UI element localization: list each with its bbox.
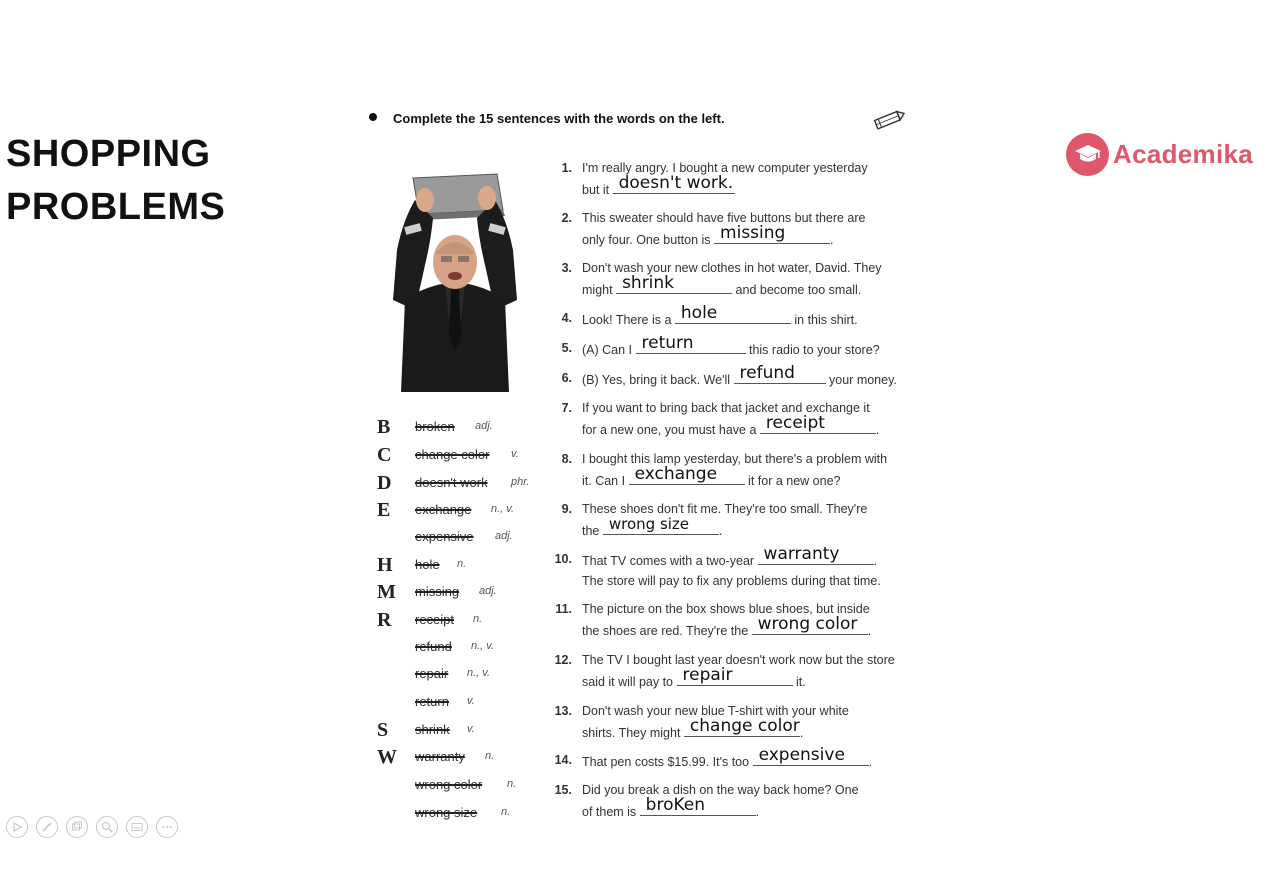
word-bank-word: return (415, 694, 449, 709)
sentence-line: Don't wash your new clothes in hot water, David. They (582, 261, 882, 275)
word-bank-letter: S (377, 719, 389, 741)
sentence-text: only four. One button is (582, 233, 711, 247)
sentence-text: said it will pay to (582, 675, 674, 689)
answer-blank[interactable] (753, 745, 869, 766)
sentence-text: the (582, 524, 600, 538)
word-bank-word: exchange (415, 502, 472, 517)
handwritten-answer: doesn't work. (618, 173, 734, 193)
sentence-number: 6. (561, 371, 572, 385)
pen-icon[interactable] (36, 816, 58, 838)
sentence-text: your money. (829, 373, 897, 387)
sentence-text: it. (795, 675, 806, 689)
answer-blank[interactable] (684, 716, 800, 737)
title-line-1: SHOPPING (6, 133, 211, 175)
sentence-text: and become too small. (735, 283, 862, 297)
sentence-number: 10. (554, 552, 572, 566)
word-bank-letter: E (377, 499, 391, 521)
play-icon[interactable] (6, 816, 28, 838)
sentence-text: of them is (582, 805, 637, 819)
sentence-line: Did you break a dish on the way back home? One (582, 783, 859, 797)
word-bank-item (355, 663, 545, 683)
word-bank-pos: adj. (479, 585, 497, 597)
word-bank-pos: v. (511, 448, 519, 460)
word-bank-letter: H (377, 554, 393, 576)
word-bank-word: wrong size (415, 805, 478, 820)
sentence-number: 4. (561, 311, 572, 325)
sentence-text: Look! There is a (582, 313, 672, 327)
sentence-line: If you want to bring back that jacket and exchange it (582, 401, 870, 415)
sentence-number: 9. (561, 502, 572, 516)
handwritten-answer: expensive (758, 745, 845, 765)
handwritten-answer: repair (682, 665, 733, 685)
word-bank-pos: adj. (475, 420, 493, 432)
instruction: Complete the 15 sentences with the words on the left. (393, 111, 725, 126)
word-bank-item (355, 499, 545, 519)
sentence-line: Don't wash your new blue T-shirt with your white (582, 704, 849, 718)
sentence-number: 11. (555, 602, 572, 616)
answer-blank[interactable] (629, 464, 745, 485)
handwritten-answer: return (641, 333, 694, 353)
slide-title (6, 128, 266, 234)
word-bank-letter: W (377, 746, 397, 768)
word-bank-pos: n. (501, 806, 511, 818)
sentence-number: 12. (554, 653, 572, 667)
word-bank-item (355, 444, 545, 464)
subtitles-icon[interactable] (126, 816, 148, 838)
handwritten-answer: warranty (763, 544, 840, 564)
word-bank-word: hole (415, 557, 440, 572)
handwritten-answer: receipt (765, 413, 825, 433)
word-bank-pos: n. (485, 750, 495, 762)
academika-logo (1066, 132, 1253, 176)
word-bank-letter: B (377, 416, 391, 438)
sentence-text: might (582, 283, 613, 297)
more-icon[interactable] (156, 816, 178, 838)
sentence-number: 1. (561, 161, 572, 175)
word-bank-word: receipt (415, 612, 455, 627)
answer-blank[interactable] (636, 333, 746, 354)
sentence-number: 2. (561, 211, 572, 225)
sentence-text: shirts. They might (582, 726, 681, 740)
word-bank-word: repair (415, 666, 449, 681)
word-bank-letter: M (377, 581, 396, 603)
angry-man-photo (375, 170, 535, 392)
word-bank-item (355, 691, 545, 711)
answer-blank[interactable] (714, 223, 830, 244)
word-bank-item (355, 802, 545, 822)
zoom-icon[interactable] (96, 816, 118, 838)
answer-blank[interactable] (675, 303, 791, 324)
sentence-text: . (830, 233, 834, 247)
word-bank-pos: v. (467, 723, 475, 735)
handwritten-answer: wrong size (608, 515, 690, 533)
answer-blank[interactable] (640, 795, 756, 816)
answer-blank[interactable] (752, 614, 868, 635)
answer-blank[interactable] (760, 413, 876, 434)
sentence-text: it for a new one? (748, 474, 841, 488)
brand-name: Academika (1113, 138, 1253, 169)
word-bank-item (355, 581, 545, 601)
bullet-icon (369, 113, 377, 121)
word-bank-pos: n., v. (491, 503, 515, 515)
word-bank-word: broken (415, 419, 455, 434)
worksheet (355, 100, 935, 835)
word-bank-pos: n. (473, 613, 483, 625)
answer-blank[interactable] (677, 665, 793, 686)
word-bank-item (355, 416, 545, 436)
word-bank-word: expensive (415, 529, 474, 544)
handwritten-answer: exchange (634, 464, 718, 484)
handwritten-answer: wrong color (757, 614, 858, 634)
title-line-2: PROBLEMS (6, 186, 226, 228)
word-bank-item (355, 554, 545, 574)
word-bank-pos: n., v. (471, 640, 495, 652)
answer-blank[interactable] (616, 273, 732, 294)
answer-blank[interactable] (613, 173, 735, 194)
sentence-line: The picture on the box shows blue shoes, but inside (582, 602, 870, 616)
sentence-text: this radio to your store? (748, 343, 880, 357)
sentence-number: 7. (561, 401, 572, 415)
sentence-text: but it (582, 183, 610, 197)
handwritten-answer: broKen (645, 795, 706, 815)
word-bank-item (355, 719, 545, 739)
word-bank-item (355, 472, 545, 492)
word-bank-item (355, 746, 545, 766)
sentence-number: 8. (561, 452, 572, 466)
word-bank-pos: phr. (511, 476, 530, 488)
sentence-text: . (875, 423, 880, 437)
word-bank-letter: D (377, 472, 392, 494)
handwritten-answer: shrink (622, 273, 675, 293)
word-bank-pos: n. (457, 558, 467, 570)
sentence-text: . (755, 805, 760, 819)
word-bank-word: warranty (415, 749, 465, 764)
sentence-text: the shoes are red. They're the (582, 624, 749, 638)
sentence-text: . (799, 726, 804, 740)
presentation-controls (6, 816, 178, 838)
word-bank-item (355, 609, 545, 629)
sentence-number: 15. (554, 783, 572, 797)
sentence-number: 14. (554, 753, 572, 767)
sentence-text: . (867, 624, 872, 638)
handwritten-answer: missing (720, 223, 786, 243)
word-bank-letter: C (377, 444, 392, 466)
pencil-icon (871, 108, 907, 135)
word-bank-pos: v. (467, 695, 475, 707)
sentence-text: That TV comes with a two-year (582, 554, 755, 568)
sentence-number: 13. (554, 704, 572, 718)
sentence-text: it. Can I (582, 474, 626, 488)
word-bank-item (355, 636, 545, 656)
sentence-number: 5. (561, 341, 572, 355)
sentence-text: (A) Can I (582, 343, 633, 357)
handwritten-answer: hole (680, 303, 718, 323)
word-bank-word: change color (415, 447, 490, 462)
slides-icon[interactable] (66, 816, 88, 838)
sentence-text: for a new one, you must have a (582, 423, 757, 437)
word-bank-item (355, 774, 545, 794)
answer-blank[interactable] (603, 515, 719, 535)
sentence-line: I'm really angry. I bought a new computer yesterday (582, 161, 868, 175)
handwritten-answer: refund (739, 363, 795, 383)
answer-blank[interactable] (734, 363, 826, 384)
graduation-cap-icon (1066, 133, 1109, 176)
word-bank-pos: n. (507, 778, 517, 790)
word-bank-letter: R (377, 609, 392, 631)
word-bank-word: refund (415, 639, 452, 654)
sentence-text: in this shirt. (794, 313, 858, 327)
word-bank-pos: n., v. (467, 667, 491, 679)
sentence-text: That pen costs $15.99. It's too (582, 755, 750, 769)
word-bank-word: shrink (415, 722, 450, 737)
sentence-text: . (718, 524, 723, 538)
sentence-line: The store will pay to fix any problems during that time. (582, 574, 881, 588)
word-bank-item (355, 526, 545, 546)
sentence-text: . (868, 755, 873, 769)
sentence-text: (B) Yes, bring it back. We'll (582, 373, 731, 387)
word-bank-word: doesn't work (415, 475, 488, 490)
sentence-line: These shoes don't fit me. They're too small. They're (582, 502, 868, 516)
sentence-line: I bought this lamp yesterday, but there's a problem with (582, 452, 888, 466)
sentence-number: 3. (561, 261, 572, 275)
sentence-text: . (873, 554, 878, 568)
word-bank-word: missing (415, 584, 460, 599)
sentence-line: The TV I bought last year doesn't work now but the store (582, 653, 895, 667)
word-bank-word: wrong color (415, 777, 483, 792)
word-bank-pos: adj. (495, 530, 513, 542)
answer-blank[interactable] (758, 544, 874, 565)
sentence-line: This sweater should have five buttons but there are (582, 211, 866, 225)
handwritten-answer: change color (689, 716, 800, 736)
